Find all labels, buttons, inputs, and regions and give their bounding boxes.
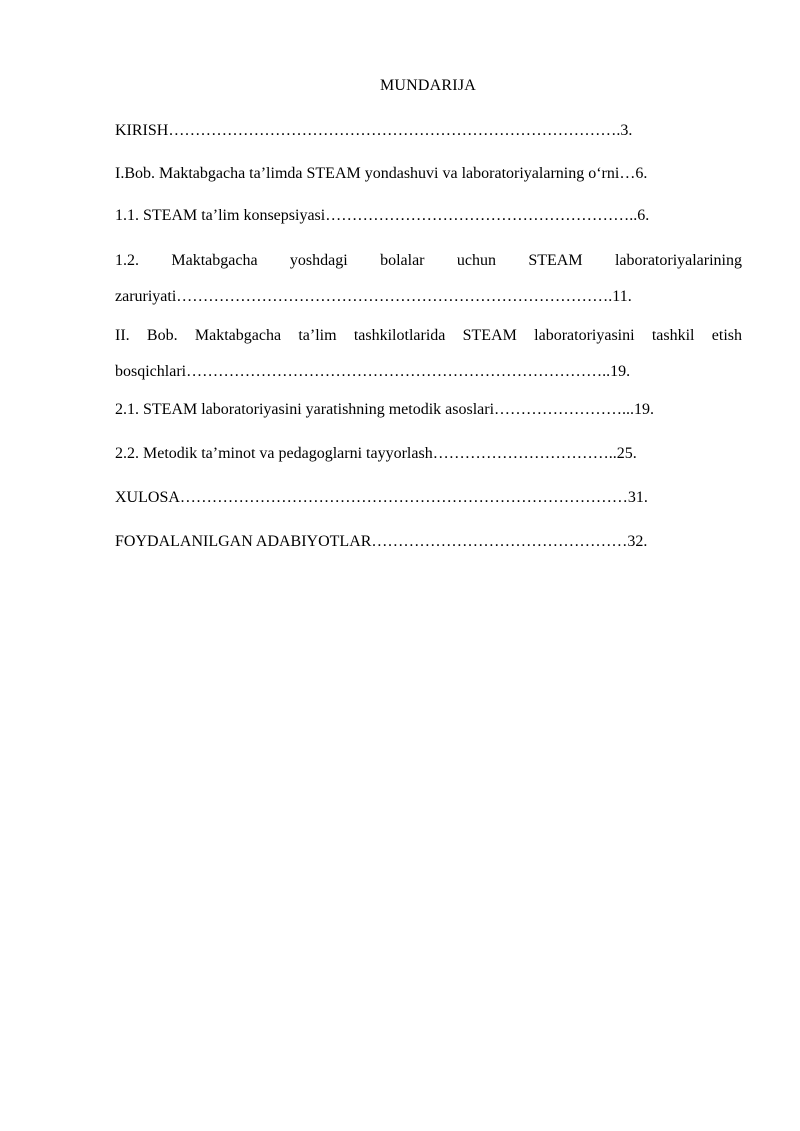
- toc-entry-references: FOYDALANILGAN ADABIYOTLAR…………………………………………32.: [115, 533, 648, 550]
- toc-entry-xulosa: XULOSA…………………………………………………………………………31.: [115, 489, 648, 506]
- toc-entry-1-2-line2: zaruriyati……………………………………………………………………….11.: [115, 288, 632, 305]
- toc-entry-2-2: 2.2. Metodik ta’minot va pedagoglarni tayyorlash……………………………..25.: [115, 445, 637, 462]
- toc-entry-1-2-line1: 1.2. Maktabgacha yoshdagi bolalar uchun STEAM laboratoriyalarining: [115, 252, 742, 269]
- toc-entry-1-2: [115, 251, 742, 307]
- toc-entry-1-1: 1.1. STEAM ta’lim konsepsiyasi…………………………………………………..6.: [115, 207, 650, 224]
- toc-entry-chapter-2: [115, 326, 742, 382]
- page-title: MUNDARIJA: [379, 77, 477, 94]
- toc-entry-chapter-1: I.Bob. Maktabgacha ta’limda STEAM yondashuvi va laboratoriyalarning o‘rni…6.: [115, 165, 648, 182]
- toc-entry-chapter-2-line2: bosqichlari……………………………………………………………………..19.: [115, 363, 631, 380]
- toc-entry-kirish: KIRISH………………………………………………………………………….3.: [115, 122, 633, 139]
- toc-entry-2-1: 2.1. STEAM laboratoriyasini yaratishning metodik asoslari……………………...19.: [115, 401, 655, 418]
- toc-entry-chapter-2-line1: II. Bob. Maktabgacha ta’lim tashkilotlarida STEAM laboratoriyasini tashkil etish: [115, 327, 742, 344]
